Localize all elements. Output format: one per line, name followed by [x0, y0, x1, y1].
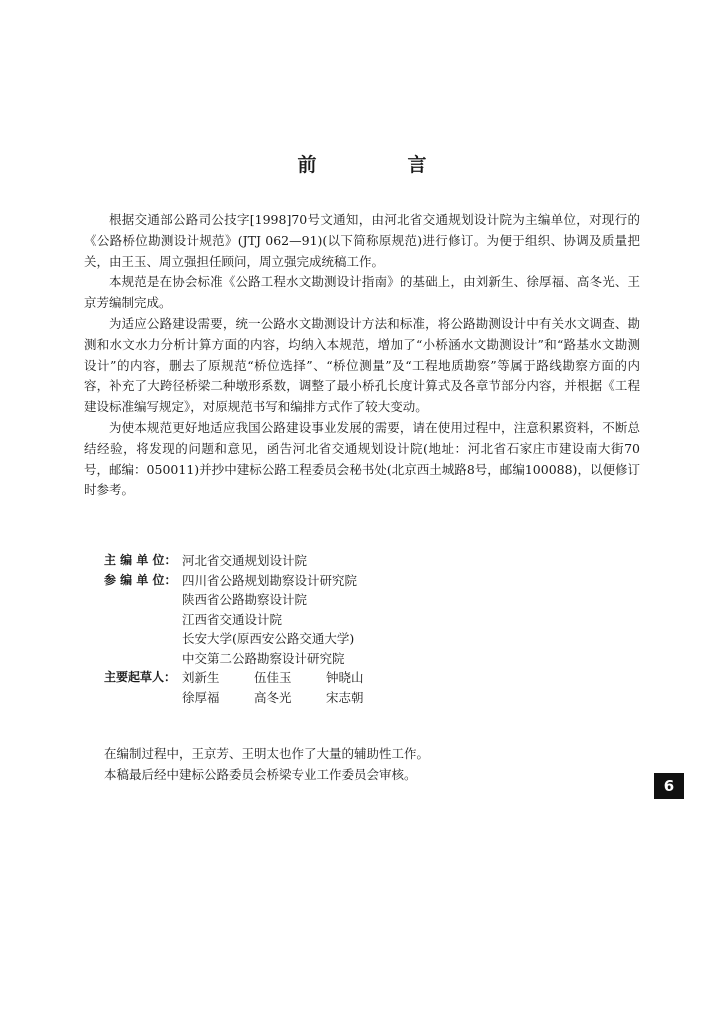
- page-title: 前 言: [297, 154, 463, 176]
- drafter-name: 宋志朝: [326, 689, 364, 705]
- paragraph: 根据交通部公路司公技字[1998]70号文通知，由河北省交通规划设计院为主编单位，对现行的《公路桥位勘测设计规范》(JTJ 062—91)(以下简称原规范)进行修订。为便于组织、协调及质量把关，由王玉、周立强担任顾问，周立强完成统稿工作。: [84, 212, 640, 269]
- participant-unit-row: [104, 590, 398, 610]
- drafter-name: 伍佳玉: [254, 670, 292, 685]
- drafters-row: [104, 688, 398, 708]
- participant-unit-row: [104, 629, 398, 649]
- participant-unit-value: 陕西省公路勘察设计院: [182, 592, 308, 607]
- drafter-name: 钟晓山: [326, 670, 364, 685]
- participant-unit-value: 江西省交通设计院: [182, 611, 283, 627]
- paragraph: 为使本规范更好地适应我国公路建设事业发展的需要，请在使用过程中，注意积累资料，不断总结经验，将发现的问题和意见，函告河北省交通规划设计院(地址：河北省石家庄市建设南大街70号，邮编：050011)并抄中建标公路工程委员会秘书处(北京西土城路8号，邮编100088)，以便修订时参考。: [84, 419, 640, 498]
- drafters-label: 主要起草人：: [104, 670, 177, 684]
- participant-unit-label: 参 编 单 位：: [104, 572, 177, 587]
- note-line: 在编制过程中，王京芳、王明太也作了大量的辅助性工作。: [104, 746, 430, 761]
- chief-unit-value: 河北省交通规划设计院: [182, 553, 308, 568]
- participant-unit-value: 中交第二公路勘察设计研究院: [182, 650, 345, 666]
- paragraph: 本规范是在协会标准《公路工程水文勘测设计指南》的基础上，由刘新生、徐厚福、高冬光、王京芳编制完成。: [84, 274, 640, 311]
- paragraph: 为适应公路建设需要，统一公路水文勘测设计方法和标准，将公路勘测设计中有关水文调查、勘测和水文水力分析计算方面的内容，均纳入本规范，增加了“小桥涵水文勘测设计”和“路基水文勘测设计”的内容，删去了原规范“桥位选择”、“桥位测量”及“工程地质勘察”等属于路线勘察方面的内容，补充了大跨径桥梁二种墩形系数，调整了最小桥孔长度计算式及各章节部分内容，并根据《工程建设标准编写规定》，对原规范书写和编排方式作了较大变动。: [84, 315, 640, 415]
- notes-block: [104, 743, 429, 785]
- credits-block: [104, 551, 398, 707]
- chief-unit-row: [104, 551, 398, 571]
- participant-unit-row: [104, 571, 398, 591]
- participant-unit-row: [104, 649, 398, 669]
- chief-unit-label: 主 编 单 位：: [104, 553, 177, 567]
- drafter-name: 高冬光: [254, 689, 292, 705]
- participant-unit-value: 四川省公路规划勘察设计研究院: [182, 572, 358, 588]
- participant-unit-value: 长安大学(原西安公路交通大学): [182, 631, 355, 646]
- participant-unit-row: [104, 610, 398, 630]
- drafters-row: [104, 668, 398, 688]
- preface-body: [84, 210, 640, 501]
- drafter-name: 徐厚福: [182, 689, 220, 705]
- note-line: 本稿最后经中建标公路委员会桥梁专业工作委员会审核。: [104, 767, 417, 782]
- page-number-tab: 6: [654, 773, 684, 799]
- drafter-name: 刘新生: [182, 670, 220, 685]
